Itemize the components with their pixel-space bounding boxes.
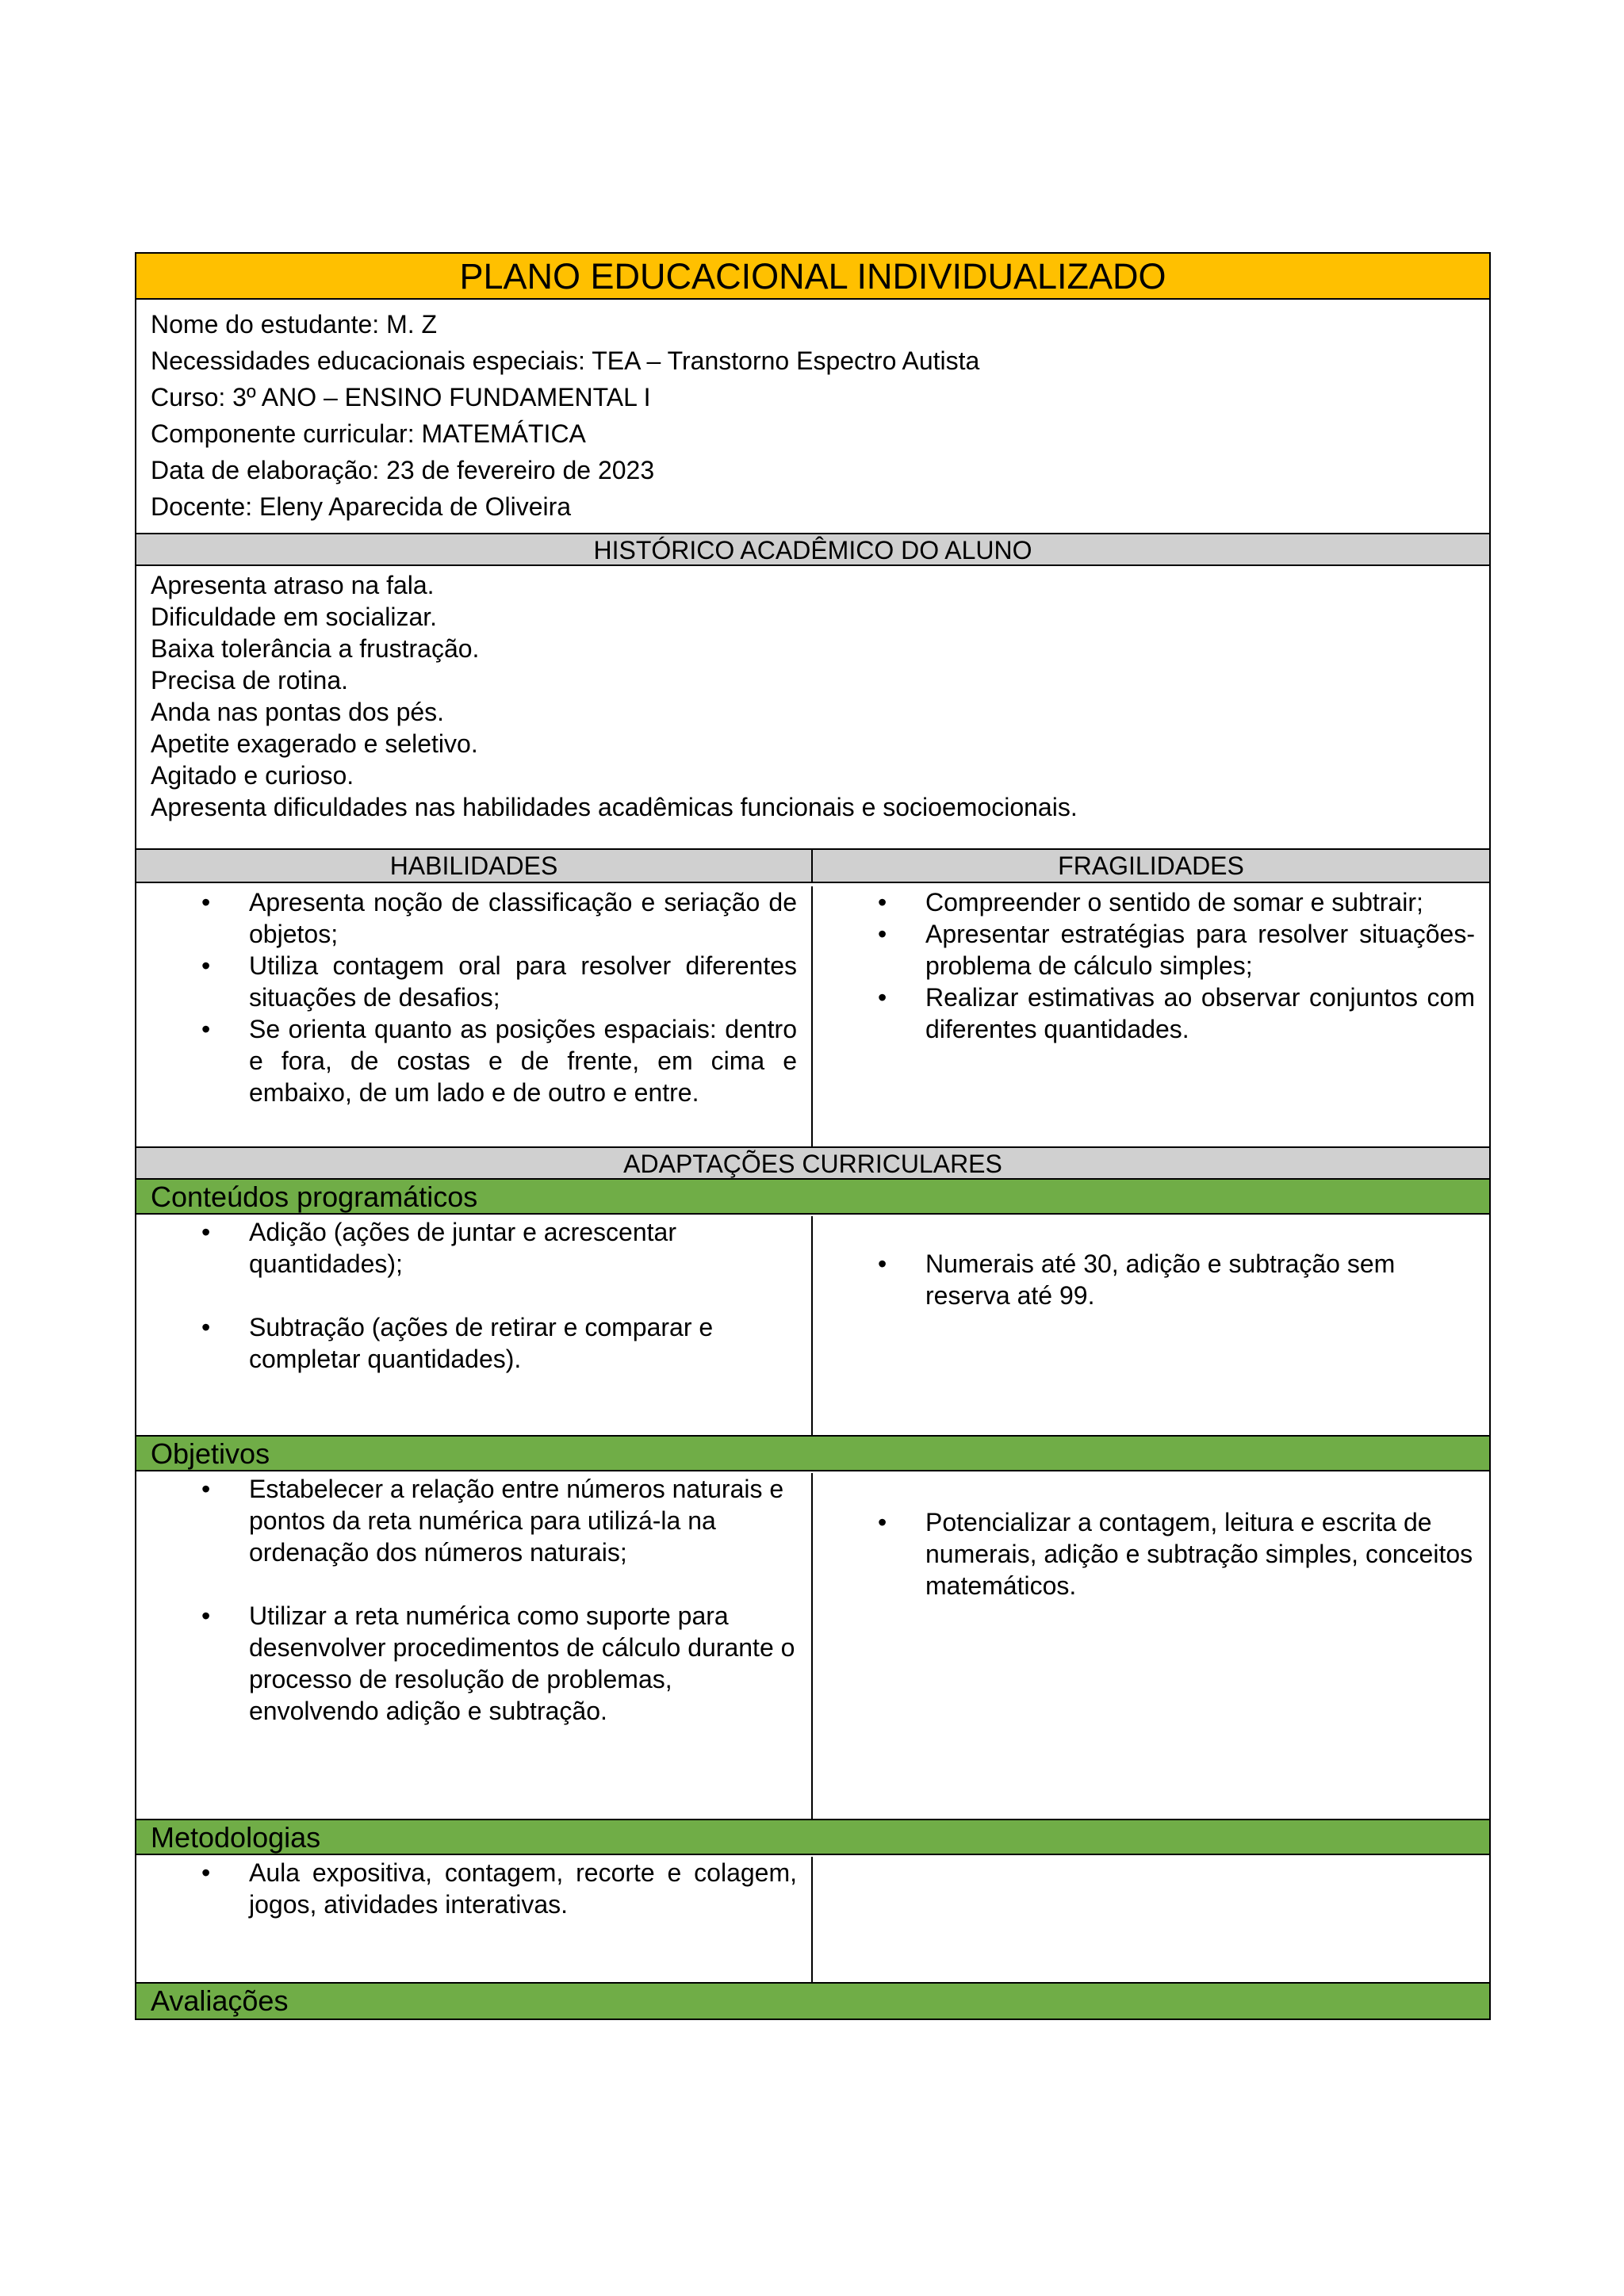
conteudos-right-column xyxy=(813,1216,1489,1435)
avaliacoes-heading: Avaliações xyxy=(136,1984,1489,2019)
spacer xyxy=(136,1568,811,1600)
list-item: • Aula expositiva, contagem, recorte e colagem, jogos, atividades interativas. xyxy=(136,1857,811,1920)
habilidades-heading: HABILIDADES xyxy=(136,850,813,882)
fragilidades-column xyxy=(813,886,1489,1146)
student-info-block xyxy=(136,300,1489,534)
historico-line: Baixa tolerância a frustração. xyxy=(151,634,480,663)
historico-block xyxy=(136,566,1489,850)
pei-table xyxy=(135,252,1491,2020)
list-item: • Numerais até 30, adição e subtração sem reserva até 99. xyxy=(813,1248,1489,1311)
list-item: • Compreender o sentido de somar e subtrair; xyxy=(813,886,1489,918)
list-item: • Utilizar a reta numérica como suporte para desenvolver procedimentos de cálculo durante o processo de resolução de problemas, envolvendo adição e subtração. xyxy=(136,1600,811,1727)
habilidades-column xyxy=(136,886,813,1146)
list-item: • Utiliza contagem oral para resolver diferentes situações de desafios; xyxy=(136,950,811,1013)
objetivos-content xyxy=(136,1471,1489,1820)
metodologias-heading: Metodologias xyxy=(136,1820,1489,1855)
historico-line: Apresenta atraso na fala. xyxy=(151,571,435,599)
metodologias-content xyxy=(136,1855,1489,1984)
historico-line: Agitado e curioso. xyxy=(151,761,354,790)
list-item: • Realizar estimativas ao observar conjuntos com diferentes quantidades. xyxy=(813,982,1489,1045)
historico-line: Precisa de rotina. xyxy=(151,666,349,695)
metodologias-left-column xyxy=(136,1857,813,1982)
list-item: • Adição (ações de juntar e acrescentar quantidades); xyxy=(136,1216,811,1280)
objetivos-left-column xyxy=(136,1473,813,1819)
elaboration-date: Data de elaboração: 23 de fevereiro de 2023 xyxy=(151,456,655,484)
list-item: • Apresentar estratégias para resolver situações-problema de cálculo simples; xyxy=(813,918,1489,982)
hab-frag-headings xyxy=(136,850,1489,883)
list-item: • Potencializar a contagem, leitura e escrita de numerais, adição e subtração simples, conceitos matemáticos. xyxy=(813,1506,1489,1601)
student-name: Nome do estudante: M. Z xyxy=(151,310,438,339)
objetivos-heading: Objetivos xyxy=(136,1437,1489,1471)
historico-heading: HISTÓRICO ACADÊMICO DO ALUNO xyxy=(136,534,1489,566)
historico-line: Apresenta dificuldades nas habilidades acadêmicas funcionais e socioemocionais. xyxy=(151,793,1078,821)
list-item: • Apresenta noção de classificação e seriação de objetos; xyxy=(136,886,811,950)
teacher: Docente: Eleny Aparecida de Oliveira xyxy=(151,492,572,521)
list-item: • Se orienta quanto as posições espaciais: dentro e fora, de costas e de frente, em cima e embaixo, de um lado e de outro e entre. xyxy=(136,1013,811,1108)
conteudos-left-column xyxy=(136,1216,813,1435)
list-item: • Estabelecer a relação entre números naturais e pontos da reta numérica para utilizá-la na ordenação dos números naturais; xyxy=(136,1473,811,1568)
conteudos-content xyxy=(136,1215,1489,1437)
spacer xyxy=(136,1280,811,1311)
document-title: PLANO EDUCACIONAL INDIVIDUALIZADO xyxy=(136,254,1489,300)
historico-line: Apetite exagerado e seletivo. xyxy=(151,729,478,758)
metodologias-right-column xyxy=(813,1857,1489,1982)
objetivos-right-column xyxy=(813,1473,1489,1819)
historico-line: Anda nas pontas dos pés. xyxy=(151,698,445,726)
course: Curso: 3º ANO – ENSINO FUNDAMENTAL I xyxy=(151,383,651,411)
curricular-component: Componente curricular: MATEMÁTICA xyxy=(151,419,586,448)
adaptacoes-heading: ADAPTAÇÕES CURRICULARES xyxy=(136,1148,1489,1180)
hab-frag-content xyxy=(136,883,1489,1148)
historico-line: Dificuldade em socializar. xyxy=(151,603,438,631)
list-item: • Subtração (ações de retirar e comparar e completar quantidades). xyxy=(136,1311,811,1375)
special-needs: Necessidades educacionais especiais: TEA – Transtorno Espectro Autista xyxy=(151,346,980,375)
fragilidades-heading: FRAGILIDADES xyxy=(813,850,1489,882)
conteudos-heading: Conteúdos programáticos xyxy=(136,1180,1489,1215)
